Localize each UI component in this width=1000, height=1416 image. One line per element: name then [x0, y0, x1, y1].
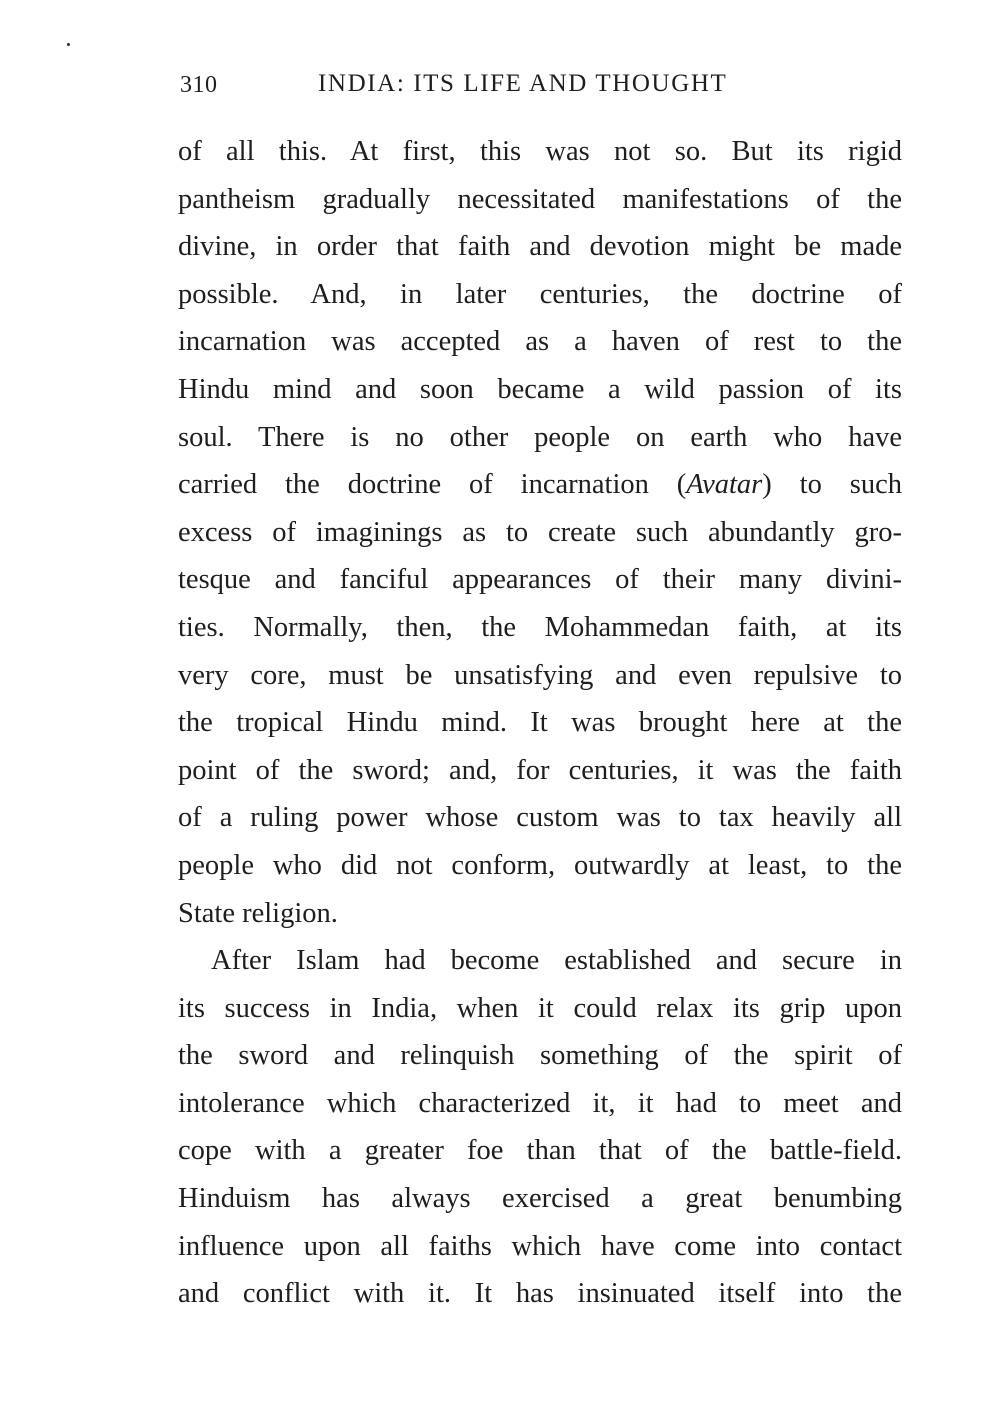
text-line: and conflict with it. It has insinuated itself into the	[178, 1278, 902, 1310]
text-line: possible. And, in later centuries, the doctrine of	[178, 278, 902, 310]
text-line: Hinduism has always exercised a great benumbing	[178, 1183, 902, 1215]
text-line: excess of imaginings as to create such abundantly gro-	[178, 516, 902, 548]
text-line: people who did not conform, outwardly at least, to the	[178, 849, 902, 881]
text-line: very core, must be unsatisfying and even repulsive to	[178, 659, 902, 691]
text-line: soul. There is no other people on earth who have	[178, 421, 902, 453]
text-line: of a ruling power whose custom was to tax heavily all	[178, 802, 902, 834]
text-line: divine, in order that faith and devotion might be made	[178, 231, 902, 263]
text-line: the sword and relinquish something of the spirit of	[178, 1040, 902, 1072]
text-line: pantheism gradually necessitated manifestations of the	[178, 183, 902, 215]
text-line-with-italic	[178, 461, 902, 509]
text-line: influence upon all faiths which have come into contact	[178, 1230, 902, 1262]
text-line: intolerance which characterized it, it had to meet and	[178, 1087, 902, 1119]
body-text	[178, 128, 902, 1318]
text-line: its success in India, when it could relax its grip upon	[178, 992, 902, 1024]
text-line: point of the sword; and, for centuries, it was the faith	[178, 754, 902, 786]
page-header	[0, 68, 1000, 104]
page-number: 310	[180, 72, 218, 98]
text-line: Hindu mind and soon became a wild passion of its	[178, 373, 902, 405]
text-segment: carried the doctrine of incarnation (	[178, 469, 687, 501]
ink-speck	[67, 43, 70, 46]
text-line: the tropical Hindu mind. It was brought here at the	[178, 707, 902, 739]
text-line: ties. Normally, then, the Mohammedan faith, at its	[178, 611, 902, 643]
text-line: cope with a greater foe than that of the battle-field.	[178, 1135, 902, 1167]
italic-term: Avatar	[686, 469, 763, 501]
text-line: State religion.	[178, 897, 338, 929]
text-line: tesque and fanciful appearances of their many divini-	[178, 564, 902, 596]
text-line: After Islam had become established and secure in	[211, 945, 902, 977]
text-line: of all this. At first, this was not so. But its rigid	[178, 136, 902, 167]
text-segment: ) to such	[762, 469, 903, 501]
running-head: INDIA: ITS LIFE AND THOUGHT	[318, 70, 728, 97]
text-line: incarnation was accepted as a haven of rest to the	[178, 326, 902, 358]
